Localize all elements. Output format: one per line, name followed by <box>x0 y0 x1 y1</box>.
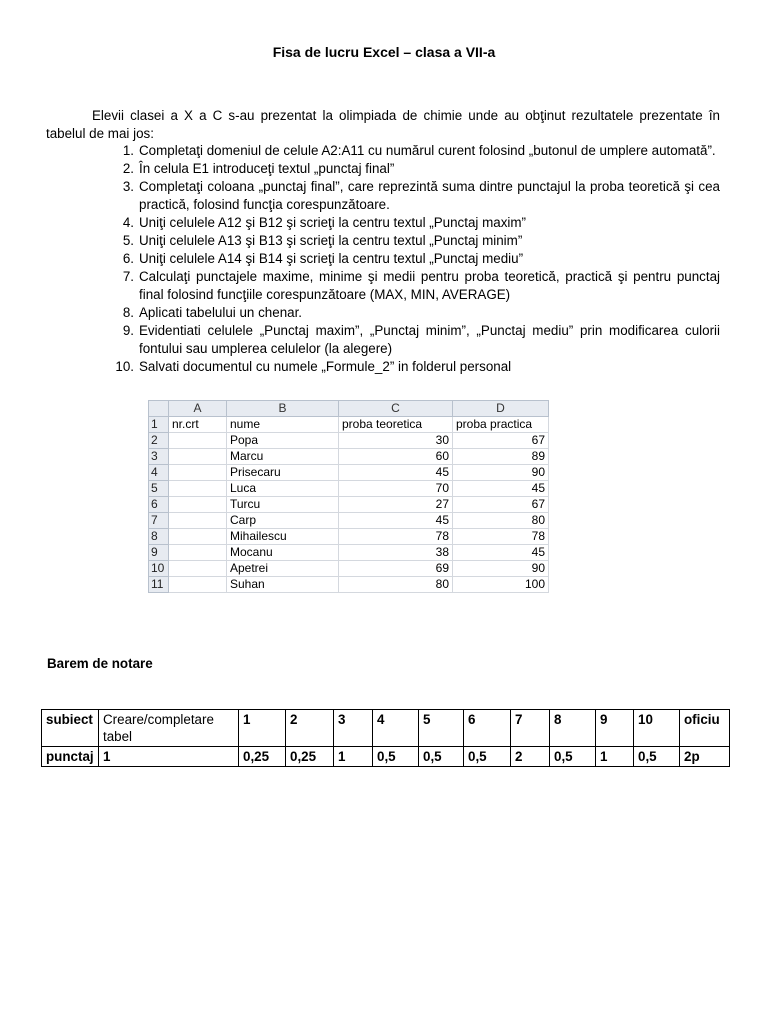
grading-cell: 1 <box>596 747 634 767</box>
grading-cell: 8 <box>550 710 596 747</box>
task-text: Completaţi domeniul de celule A2:A11 cu numărul curent folosind „butonul de umplere automată”. <box>139 143 716 158</box>
grading-cell: 5 <box>419 710 464 747</box>
grading-cell: 0,5 <box>634 747 680 767</box>
task-item <box>110 322 720 358</box>
sheet-row <box>149 561 549 577</box>
cell-theory-score: 38 <box>339 545 453 561</box>
cell-name: Apetrei <box>227 561 339 577</box>
row-header: 4 <box>149 465 169 481</box>
cell-theory-score: 45 <box>339 513 453 529</box>
task-item <box>110 268 720 304</box>
task-number: 2. <box>122 161 134 176</box>
grading-cell: 7 <box>511 710 550 747</box>
grading-cell: 4 <box>373 710 419 747</box>
cell-name: Turcu <box>227 497 339 513</box>
row-header: 11 <box>149 577 169 593</box>
row-header: 3 <box>149 449 169 465</box>
cell-a <box>169 449 227 465</box>
cell-practice-score: 78 <box>453 529 549 545</box>
cell-name: Prisecaru <box>227 465 339 481</box>
task-number: 5. <box>122 233 134 248</box>
cell-a <box>169 561 227 577</box>
grading-cell: Creare/completare tabel <box>99 710 239 747</box>
cell-practice-score: 45 <box>453 481 549 497</box>
task-number: 1. <box>122 143 134 158</box>
cell-name: Luca <box>227 481 339 497</box>
sheet-row <box>149 545 549 561</box>
grading-cell: 3 <box>334 710 373 747</box>
grading-cell: 1 <box>239 710 286 747</box>
row-header: 6 <box>149 497 169 513</box>
cell-a <box>169 513 227 529</box>
cell-practice-score: 80 <box>453 513 549 529</box>
task-item <box>110 142 720 160</box>
task-item <box>110 358 720 376</box>
grading-cell: 0,25 <box>239 747 286 767</box>
sheet-row <box>149 529 549 545</box>
row-header: 5 <box>149 481 169 497</box>
grading-cell: 0,5 <box>550 747 596 767</box>
cell-a <box>169 497 227 513</box>
cell-a <box>169 577 227 593</box>
cell-practice-score: 67 <box>453 497 549 513</box>
task-number: 4. <box>122 215 134 230</box>
cell-practice-score: 90 <box>453 465 549 481</box>
column-header-a: A <box>169 401 227 417</box>
grading-cell: 0,5 <box>419 747 464 767</box>
grading-cell: 0,25 <box>286 747 334 767</box>
cell-name: Mocanu <box>227 545 339 561</box>
cell-name: Suhan <box>227 577 339 593</box>
cell-name: Popa <box>227 433 339 449</box>
task-text: Uniţi celulele A13 şi B13 şi scrieţi la centru textul „Punctaj minim” <box>139 233 523 248</box>
sheet-row <box>149 417 549 433</box>
grading-cell: 6 <box>464 710 511 747</box>
cell-theory-score: 30 <box>339 433 453 449</box>
column-header-d: D <box>453 401 549 417</box>
cell-theory-score: 69 <box>339 561 453 577</box>
cell-theory-score: 27 <box>339 497 453 513</box>
grading-row-subject <box>42 710 730 747</box>
cell-a1: nr.crt <box>169 417 227 433</box>
cell-theory-score: 45 <box>339 465 453 481</box>
row-header: 2 <box>149 433 169 449</box>
grading-cell: subiect <box>42 710 99 747</box>
task-item <box>110 160 720 178</box>
task-number: 10. <box>115 359 134 374</box>
cell-a <box>169 481 227 497</box>
cell-a <box>169 529 227 545</box>
task-item <box>110 214 720 232</box>
task-number: 7. <box>122 269 134 284</box>
grading-cell: 1 <box>99 747 239 767</box>
grading-cell: 0,5 <box>464 747 511 767</box>
cell-b1: nume <box>227 417 339 433</box>
column-header-b: B <box>227 401 339 417</box>
cell-a <box>169 465 227 481</box>
task-number: 3. <box>122 179 134 194</box>
cell-c1: proba teoretica <box>339 417 453 433</box>
task-text: Uniţi celulele A12 şi B12 şi scrieţi la centru textul „Punctaj maxim” <box>139 215 526 230</box>
task-number: 9. <box>122 323 134 338</box>
cell-name: Carp <box>227 513 339 529</box>
intro-paragraph: Elevii clasei a X a C s-au prezentat la olimpiada de chimie unde au obţinut rezultatele prezentate în tabelul de mai jos: <box>46 108 720 141</box>
task-text: Aplicati tabelului un chenar. <box>139 305 303 320</box>
task-text: Calculaţi punctajele maxime, minime şi medii pentru proba teoretică, practică şi pentru punctaj final folosind funcţiile corespunzătoare (MAX, MIN, AVERAGE) <box>139 269 720 302</box>
task-item <box>110 250 720 268</box>
cell-practice-score: 67 <box>453 433 549 449</box>
cell-d1: proba practica <box>453 417 549 433</box>
cell-practice-score: 89 <box>453 449 549 465</box>
task-text: Salvati documentul cu numele „Formule_2” in folderul personal <box>139 359 512 374</box>
sheet-row <box>149 481 549 497</box>
grading-cell: 0,5 <box>373 747 419 767</box>
cell-practice-score: 45 <box>453 545 549 561</box>
grading-cell: punctaj <box>42 747 99 767</box>
task-number: 6. <box>122 251 134 266</box>
task-list <box>110 142 720 376</box>
cell-theory-score: 70 <box>339 481 453 497</box>
sheet-row <box>149 497 549 513</box>
task-item <box>110 178 720 214</box>
grading-cell: 2p <box>680 747 730 767</box>
task-number: 8. <box>122 305 134 320</box>
row-header: 1 <box>149 417 169 433</box>
sheet-row <box>149 433 549 449</box>
grading-cell: 2 <box>511 747 550 767</box>
cell-a <box>169 545 227 561</box>
column-header-c: C <box>339 401 453 417</box>
cell-theory-score: 78 <box>339 529 453 545</box>
grading-title: Barem de notare <box>47 656 153 671</box>
row-header: 10 <box>149 561 169 577</box>
cell-practice-score: 100 <box>453 577 549 593</box>
grading-cell: oficiu <box>680 710 730 747</box>
cell-theory-score: 60 <box>339 449 453 465</box>
cell-name: Mihailescu <box>227 529 339 545</box>
sheet-row <box>149 449 549 465</box>
sheet-row <box>149 577 549 593</box>
grading-cell: 9 <box>596 710 634 747</box>
cell-theory-score: 80 <box>339 577 453 593</box>
cell-a <box>169 433 227 449</box>
grading-cell: 1 <box>334 747 373 767</box>
sheet-row <box>149 465 549 481</box>
cell-name: Marcu <box>227 449 339 465</box>
sheet-row <box>149 513 549 529</box>
sheet-corner-cell <box>149 401 169 417</box>
task-text: Uniţi celulele A14 şi B14 şi scrieţi la centru textul „Punctaj mediu” <box>139 251 524 266</box>
excel-sheet-screenshot <box>148 400 549 593</box>
grading-cell: 2 <box>286 710 334 747</box>
task-text: În celula E1 introduceţi textul „punctaj final” <box>139 161 395 176</box>
task-text: Evidentiati celulele „Punctaj maxim”, „Punctaj minim”, „Punctaj mediu” prin modificarea culorii fontului sau umplerea celulelor (la alegere) <box>139 323 720 356</box>
row-header: 9 <box>149 545 169 561</box>
row-header: 8 <box>149 529 169 545</box>
task-text: Completaţi coloana „punctaj final”, care reprezintă suma dintre punctajul la proba teoretică şi cea practică, folosind funcţia corespunzătoare. <box>139 179 720 212</box>
grading-row-points <box>42 747 730 767</box>
row-header: 7 <box>149 513 169 529</box>
task-item <box>110 232 720 250</box>
cell-practice-score: 90 <box>453 561 549 577</box>
grading-cell: 10 <box>634 710 680 747</box>
grading-table <box>41 709 730 767</box>
task-item <box>110 304 720 322</box>
page-title: Fisa de lucru Excel – clasa a VII-a <box>272 44 496 60</box>
